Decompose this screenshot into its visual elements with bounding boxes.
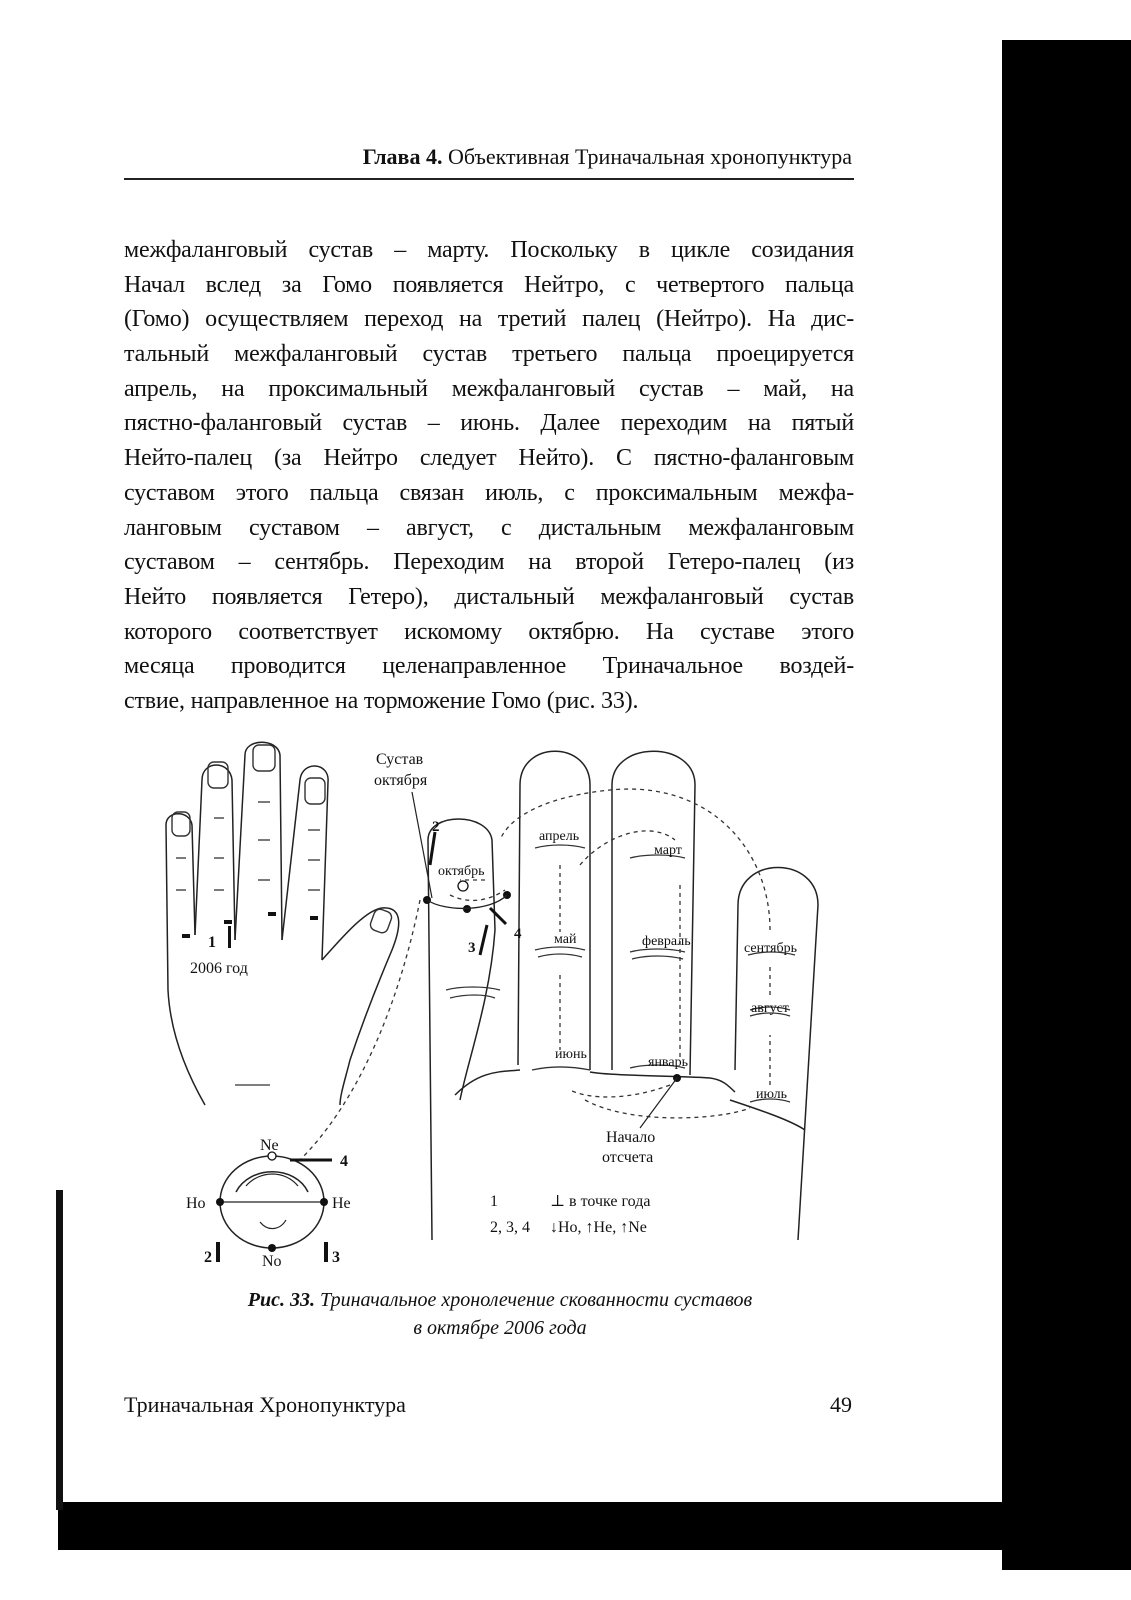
year-label: 2006 год: [190, 960, 248, 977]
body-line: месяца проводится целенаправленное Триначальное воздей-: [124, 653, 854, 680]
legend-row2-key: 2, 3, 4: [490, 1219, 530, 1236]
legend-row2-value: ↓Ho, ↑He, ↑Ne: [550, 1219, 647, 1236]
page-number: 49: [830, 1392, 852, 1417]
body-line: (Гомо) осуществляем переход на третий палец (Нейтро). На дис-: [124, 306, 854, 333]
month-august: август: [751, 1001, 789, 1016]
footer-book-title: Триначальная Хронопунктура: [124, 1392, 406, 1417]
body-line: тальный межфаланговый сустав третьего пальца проецируется: [124, 341, 854, 368]
month-march: март: [654, 843, 682, 858]
body-line: Начал вслед за Гомо появляется Нейтро, с четвертого пальца: [124, 271, 854, 298]
body-line: которого соответствует искомому октябрю. На суставе этого: [124, 618, 854, 645]
scan-edge-left: [56, 1190, 63, 1510]
nail-index: [305, 778, 325, 804]
joint-label-line2: октября: [374, 772, 428, 789]
sequence-arrows: [300, 789, 770, 1160]
scan-edge-right: [1002, 40, 1131, 1570]
left-hand-points: [182, 912, 318, 948]
joint-creases: [446, 845, 795, 1102]
needle-label-2: 2: [432, 819, 440, 835]
month-october: октябрь: [438, 864, 485, 879]
body-line: суставом – сентябрь. Переходим на второй Гетеро-палец (из: [124, 549, 854, 576]
body-paragraph: [124, 233, 854, 719]
left-hand-nails: [172, 745, 393, 934]
left-hand-outline: [166, 742, 399, 1105]
legend-row1-key: 1: [490, 1193, 498, 1210]
year-needle: [228, 926, 231, 948]
body-line: ствие, направленное на торможение Гомо (рис. 33).: [124, 687, 639, 714]
running-header: [270, 144, 852, 170]
meridian-schema: [186, 1137, 351, 1270]
chapter-label: Глава 4.: [362, 144, 443, 169]
legend-row1-value: ⊥ в точке года: [550, 1193, 651, 1210]
body-line: межфаланговый сустав – марту. Поскольку в цикле созидания: [124, 237, 854, 263]
body-line: суставом этого пальца связан июль, с проксимальным межфа-: [124, 479, 854, 506]
scan-edge-bottom: [58, 1502, 1131, 1550]
month-june: июнь: [555, 1047, 587, 1062]
month-february: февраль: [642, 934, 691, 949]
schema-no: No: [262, 1253, 282, 1270]
start-leader: [640, 1078, 677, 1128]
body-line: Нейто появляется Гетеро), дистальный межфаланговый сустав: [124, 583, 854, 610]
body-line: апрель, на проксимальный межфаланговый сустав – май, на: [124, 375, 854, 402]
figure-legend: [490, 1193, 650, 1236]
chapter-title: Объективная Триначальная хронопунктура: [447, 144, 852, 169]
needle-label-4: 4: [514, 926, 522, 942]
left-hand-creases: [176, 802, 320, 1085]
joint-label-leader: [412, 792, 432, 898]
month-may: май: [554, 932, 577, 947]
joint-label-line1: Сустав: [376, 751, 424, 768]
body-line: ланговым суставом – август, с дистальным межфаланговым: [124, 514, 854, 541]
schema-needle-4: 4: [340, 1153, 348, 1170]
caption-line1: Триначальное хронолечение скованности суставов: [319, 1289, 753, 1311]
nail-little: [172, 812, 190, 836]
october-joint-point: [458, 881, 468, 891]
header-rule: [124, 178, 854, 180]
caption-line2: в октябре 2006 года: [413, 1317, 587, 1339]
year-marker-number: 1: [208, 934, 216, 951]
needle-label-3: 3: [468, 940, 476, 956]
figure-33: [150, 740, 850, 1280]
month-september: сентябрь: [744, 941, 797, 956]
body-line: Нейто-палец (за Нейтро следует Нейто). С пястно-фаланговым: [124, 445, 854, 472]
schema-ho: Ho: [186, 1195, 206, 1212]
right-hand-points: [423, 891, 681, 1082]
nail-middle: [253, 745, 275, 771]
start-label-line2: отсчета: [602, 1149, 654, 1166]
schema-ne: Ne: [260, 1137, 279, 1154]
body-line: пястно-фаланговый сустав – июнь. Далее переходим на пятый: [124, 410, 854, 437]
month-july: июль: [756, 1087, 787, 1102]
month-april: апрель: [539, 829, 580, 844]
schema-needle-3: 3: [332, 1249, 340, 1266]
month-january: январь: [648, 1055, 688, 1070]
schema-he: He: [332, 1195, 351, 1212]
hand-diagram: [150, 740, 850, 1280]
start-label-line1: Начало: [606, 1129, 656, 1146]
figure-caption: [150, 1286, 850, 1342]
schema-needle-2: 2: [204, 1249, 212, 1266]
caption-label: Рис. 33.: [247, 1289, 315, 1311]
